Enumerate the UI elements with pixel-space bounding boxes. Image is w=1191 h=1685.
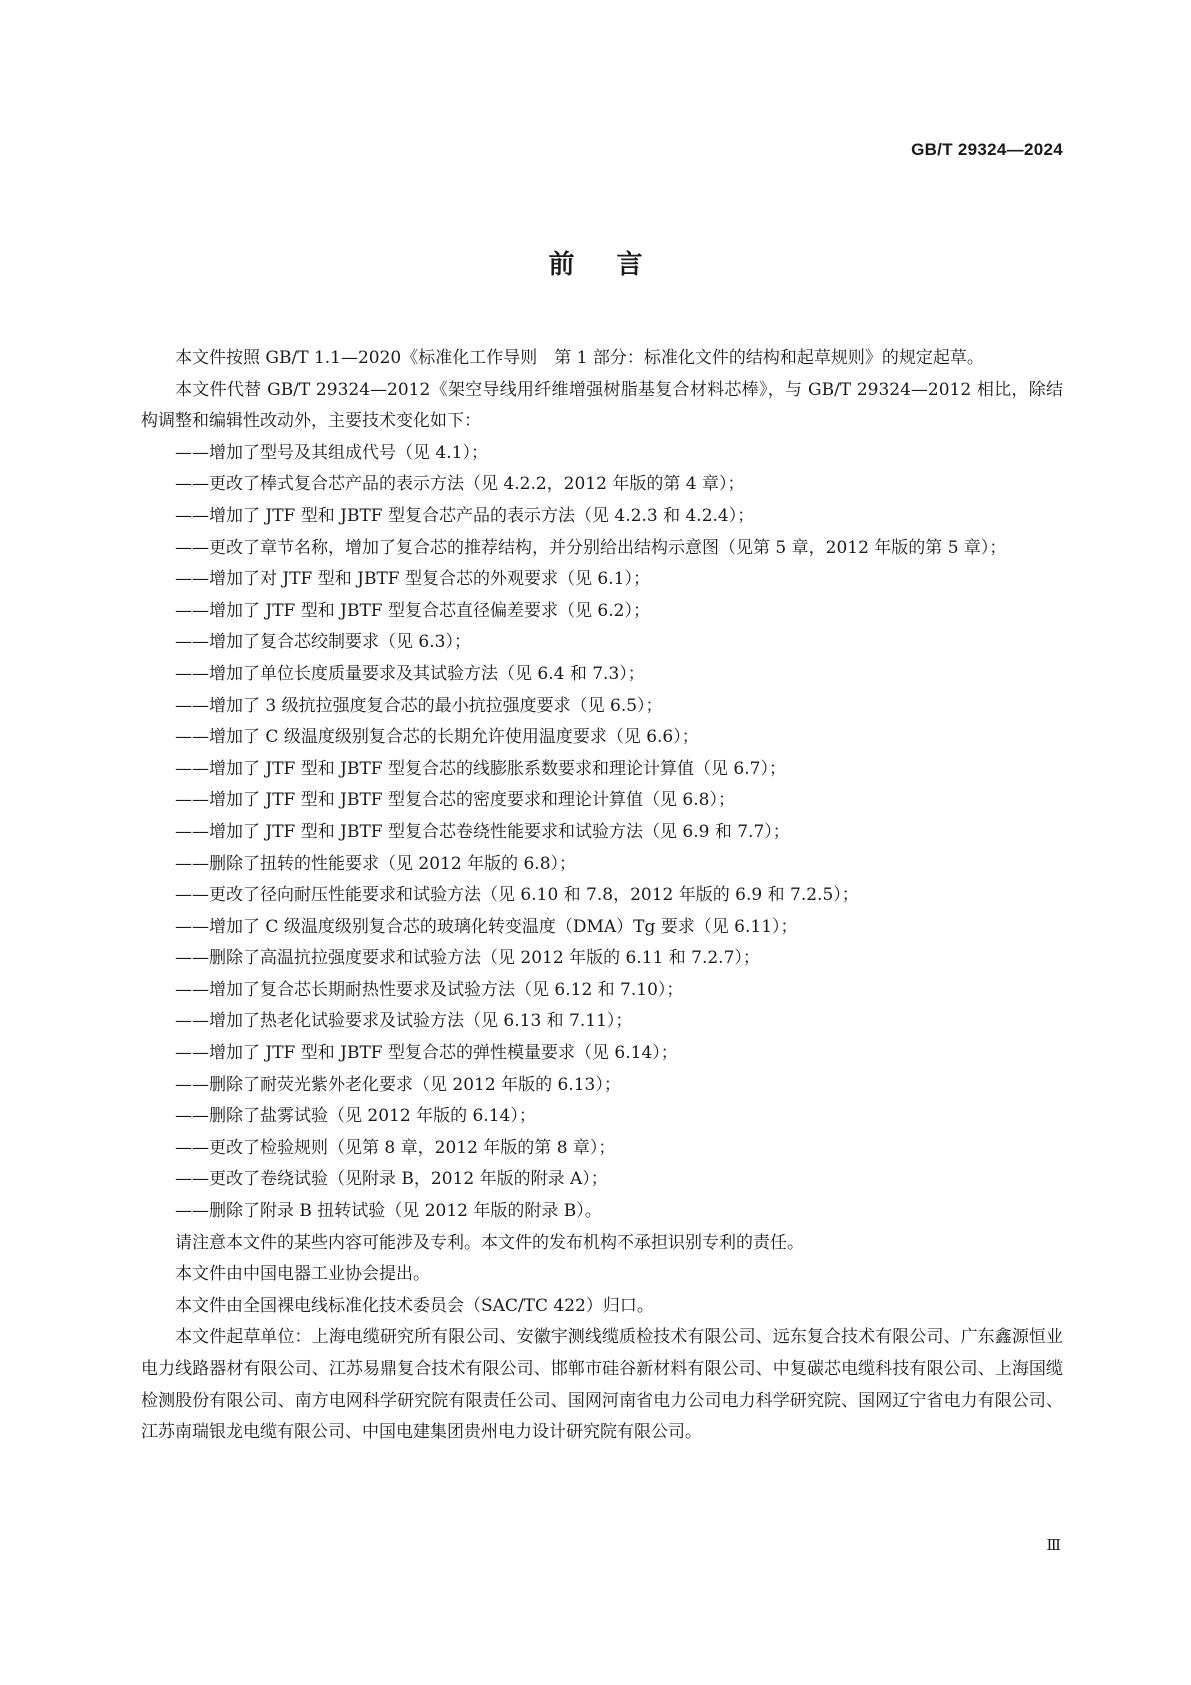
change-item: ——增加了热老化试验要求及试验方法（见 6.13 和 7.11）； bbox=[175, 1011, 633, 1032]
page-number: Ⅲ bbox=[1046, 1536, 1061, 1554]
change-item: ——增加了 JTF 型和 JBTF 型复合芯的弹性模量要求（见 6.14）； bbox=[175, 1043, 678, 1064]
change-item: ——增加了 JTF 型和 JBTF 型复合芯卷绕性能要求和试验方法（见 6.9 和 7.7）； bbox=[175, 821, 790, 842]
change-item: ——增加了复合芯长期耐热性要求及试验方法（见 6.12 和 7.10）； bbox=[175, 979, 684, 1000]
change-item: ——更改了棒式复合芯产品的表示方法（见 4.2.2，2012 年版的第 4 章）； bbox=[175, 474, 745, 495]
change-item: ——增加了单位长度质量要求及其试验方法（见 6.4 和 7.3）； bbox=[175, 663, 645, 684]
change-item: ——增加了 JTF 型和 JBTF 型复合芯产品的表示方法（见 4.2.3 和 4.2.4）； bbox=[175, 505, 755, 526]
paragraph-patent-notice: 请注意本文件的某些内容可能涉及专利。本文件的发布机构不承担识别专利的责任。 bbox=[175, 1232, 804, 1253]
changes-list bbox=[141, 438, 1063, 1228]
paragraph-replacement: 本文件代替 GB/T 29324—2012《架空导线用纤维增强树脂基复合材料芯棒》，与 GB/T 29324—2012 相比，除结构调整和编辑性改动外，主要技术变化如下： bbox=[141, 379, 1063, 432]
change-item: ——增加了对 JTF 型和 JBTF 型复合芯的外观要求（见 6.1）； bbox=[175, 569, 650, 590]
paragraph-drafting-rules: 本文件按照 GB/T 1.1—2020《标准化工作导则 第 1 部分：标准化文件的结构和起草规则》的规定起草。 bbox=[175, 348, 984, 368]
change-item: ——增加了型号及其组成代号（见 4.1）； bbox=[175, 442, 488, 463]
change-item: ——增加了 C 级温度级别复合芯的玻璃化转变温度（DMA）Tg 要求（见 6.11）； bbox=[175, 916, 798, 937]
paragraph-committee: 本文件由全国裸电线标准化技术委员会（SAC/TC 422）归口。 bbox=[175, 1295, 654, 1316]
change-item: ——删除了耐荧光紫外老化要求（见 2012 年版的 6.13）； bbox=[175, 1074, 621, 1095]
preface-body bbox=[141, 343, 1063, 1449]
change-item: ——增加了 JTF 型和 JBTF 型复合芯的线膨胀系数要求和理论计算值（见 6.7）； bbox=[175, 758, 786, 779]
change-item: ——更改了章节名称，增加了复合芯的推荐结构，并分别给出结构示意图（见第 5 章，2012 年版的第 5 章）； bbox=[175, 537, 1007, 558]
change-item: ——更改了卷绕试验（见附录 B，2012 年版的附录 A）； bbox=[175, 1169, 608, 1190]
change-item: ——更改了径向耐压性能要求和试验方法（见 6.10 和 7.8，2012 年版的 6.9 和 7.2.5）； bbox=[175, 885, 859, 906]
paragraph-drafting-units: 本文件起草单位：上海电缆研究所有限公司、安徽宇测线缆质检技术有限公司、远东复合技术有限公司、广东鑫源恒业电力线路器材有限公司、江苏易鼎复合技术有限公司、邯郸市硅谷新材料有限公司、中复碳芯电缆科技有限公司、上海国缆检测股份有限公司、南方电网科学研究院有限责任公司、国网河南省电力公司电力科学研究院、国网辽宁省电力有限公司、江苏南瑞银龙电缆有限公司、中国电建集团贵州电力设计研究院有限公司。 bbox=[141, 1327, 1063, 1443]
change-item: ——更改了检验规则（见第 8 章，2012 年版的第 8 章）； bbox=[175, 1137, 616, 1158]
change-item: ——增加了 JTF 型和 JBTF 型复合芯直径偏差要求（见 6.2）； bbox=[175, 600, 650, 621]
change-item: ——删除了盐雾试验（见 2012 年版的 6.14）； bbox=[175, 1106, 536, 1127]
change-item: ——删除了高温抗拉强度要求和试验方法（见 2012 年版的 6.11 和 7.2.7）； bbox=[175, 948, 760, 969]
change-item: ——增加了复合芯绞制要求（见 6.3）； bbox=[175, 632, 471, 653]
change-item: ——增加了 3 级抗拉强度复合芯的最小抗拉强度要求（见 6.5）； bbox=[175, 695, 663, 716]
paragraph-proposer: 本文件由中国电器工业协会提出。 bbox=[175, 1264, 430, 1285]
page-title: 前言 bbox=[548, 250, 685, 280]
change-item: ——删除了扭转的性能要求（见 2012 年版的 6.8）； bbox=[175, 853, 577, 874]
document-code: GB/T 29324—2024 bbox=[911, 140, 1063, 159]
change-item: ——增加了 JTF 型和 JBTF 型复合芯的密度要求和理论计算值（见 6.8）； bbox=[175, 790, 735, 811]
change-item: ——增加了 C 级温度级别复合芯的长期允许使用温度要求（见 6.6）； bbox=[175, 727, 699, 748]
change-item: ——删除了附录 B 扭转试验（见 2012 年版的附录 B）。 bbox=[175, 1201, 602, 1222]
